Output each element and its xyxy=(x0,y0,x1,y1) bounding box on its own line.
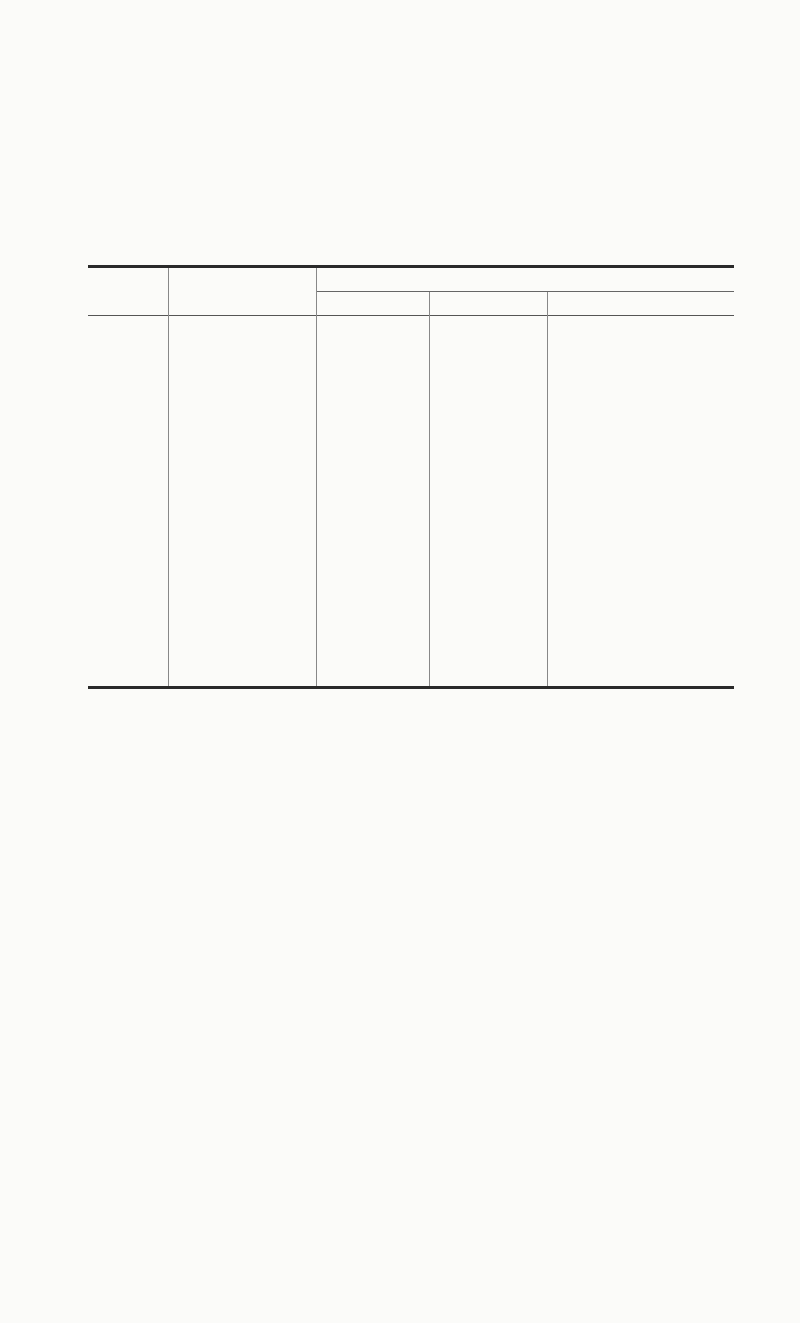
column-divider xyxy=(316,268,317,686)
column-divider xyxy=(547,292,548,686)
home-visits-table xyxy=(88,265,734,689)
table-header-rule xyxy=(88,315,734,316)
children-subheader-rule xyxy=(316,291,734,292)
table-top-rule xyxy=(88,265,734,268)
column-divider xyxy=(429,292,430,686)
table-bottom-rule xyxy=(88,686,734,689)
column-divider xyxy=(168,268,169,686)
